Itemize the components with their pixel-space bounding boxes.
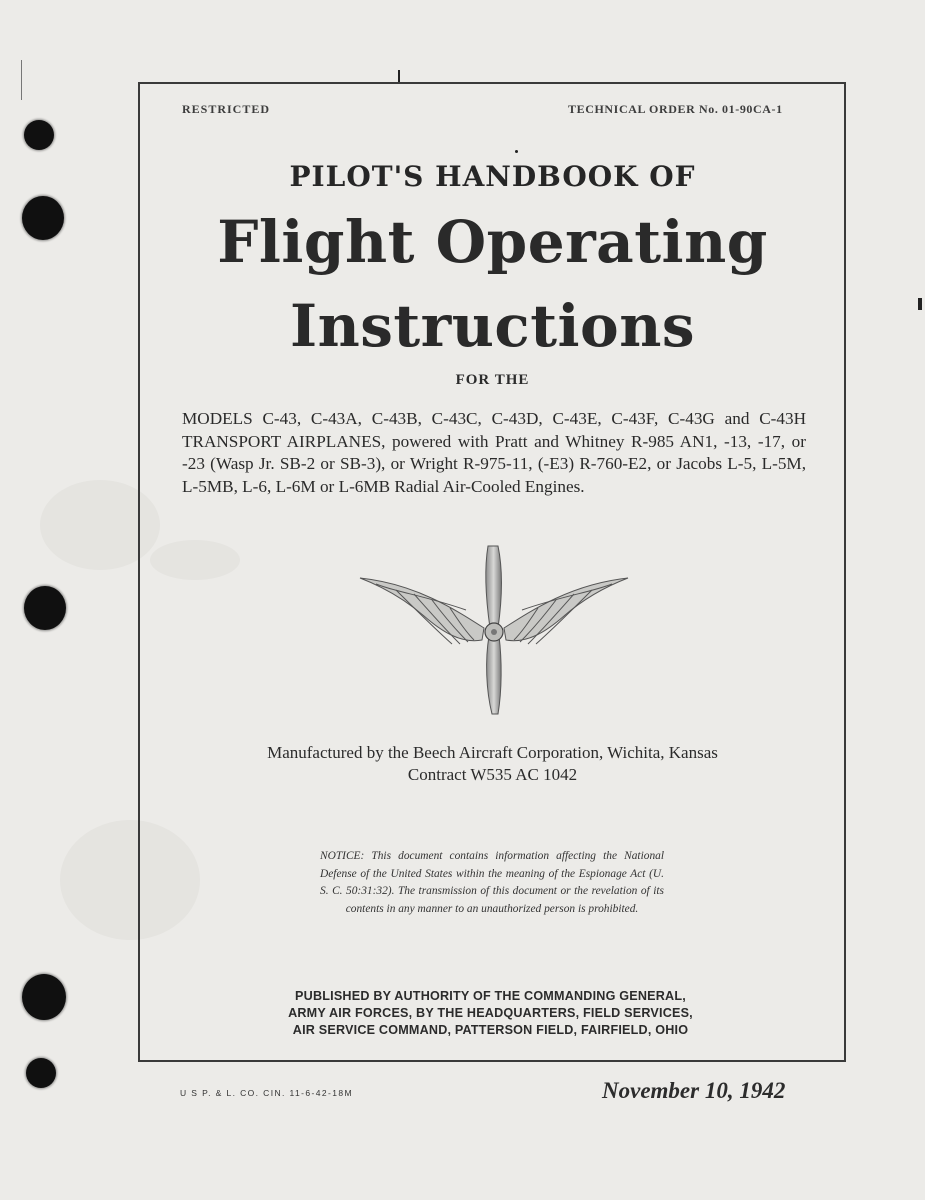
winged-propeller-icon <box>356 540 632 720</box>
printer-code: U S P. & L. CO. CIN. 11-6-42-18M <box>180 1088 353 1098</box>
publisher-line: AIR SERVICE COMMAND, PATTERSON FIELD, FAIRFIELD, OHIO <box>292 1023 689 1037</box>
classification-label: RESTRICTED <box>182 102 271 116</box>
punch-hole <box>24 586 66 630</box>
publication-date: November 10, 1942 <box>602 1078 786 1103</box>
ink-mark <box>21 60 22 100</box>
espionage-notice: NOTICE: This document contains information affecting the National Defense of the United States within the meaning of the Espionage Act (U. S. C. 50:31:32). The transmission of this document or the revelation of its contents in any manner to an unauthorized person is prohibited. <box>320 850 664 915</box>
technical-order-number: TECHNICAL ORDER No. 01-90CA-1 <box>568 102 783 116</box>
handbook-subtitle-text: PILOT'S HANDBOOK OF <box>289 160 696 193</box>
manufacturer-line: Manufactured by the Beech Aircraft Corporation, Wichita, Kansas <box>267 743 718 762</box>
page-title-line2: Instructions <box>289 292 696 360</box>
page-title-line1: Flight Operating <box>217 208 768 276</box>
publisher-line: PUBLISHED BY AUTHORITY OF THE COMMANDING GENERAL, <box>295 989 686 1003</box>
publisher-line: ARMY AIR FORCES, BY THE HEADQUARTERS, FIELD SERVICES, <box>288 1006 693 1020</box>
contract-number: Contract W535 AC 1042 <box>407 765 578 784</box>
punch-hole <box>26 1058 56 1088</box>
manufacturer-block <box>0 742 925 786</box>
handbook-subtitle <box>0 160 925 193</box>
models-description: MODELS C-43, C-43A, C-43B, C-43C, C-43D, C-43E, C-43F, C-43G and C-43H TRANSPORT AIRPLANES, powered with Pratt and Whitney R-985 AN1, -13, -17, or -23 (Wasp Jr. SB-2 or SB-3), or Wright R-975-11, (-E3) R-760-E2, or Jacobs L-5, L-5M, L-5MB, L-6, L-6M or L-6MB Radial Air-Cooled Engines. <box>182 409 806 496</box>
ink-mark <box>398 70 400 82</box>
publisher-authority <box>0 988 925 1039</box>
punch-hole <box>24 120 54 150</box>
for-the-label: FOR THE <box>455 372 530 388</box>
